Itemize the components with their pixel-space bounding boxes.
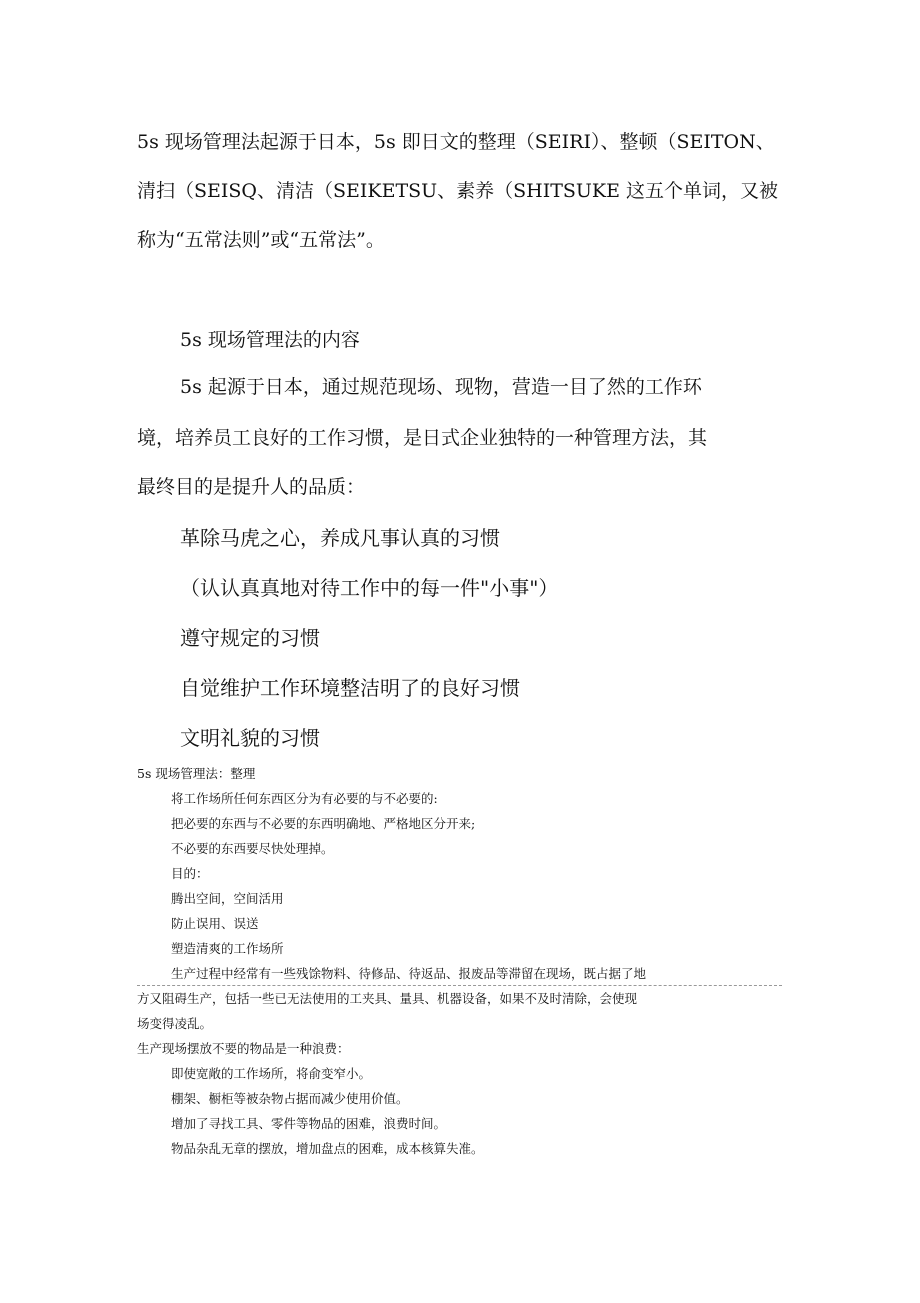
seiri-line: 不必要的东西要尽快处理掉。 bbox=[171, 841, 334, 856]
waste-item: 物品杂乱无章的摆放，增加盘点的困难，成本核算失准。 bbox=[171, 1141, 484, 1156]
content-para-line-1: 5s 起源于日本，通过规范现场、现物，营造一目了然的工作环 bbox=[180, 376, 702, 398]
seiri-continuation-line-1: 方又阻碍生产，包括一些已无法使用的工夹具、量具、机器设备，如果不及时清除，会使现 bbox=[137, 991, 638, 1006]
content-para-line-3: 最终目的是提升人的品质： bbox=[137, 476, 366, 498]
waste-item: 即使宽敞的工作场所，将俞变窄小。 bbox=[171, 1066, 372, 1081]
waste-heading: 生产现场摆放不要的物品是一种浪费： bbox=[137, 1041, 350, 1056]
seiri-line: 目的： bbox=[171, 866, 209, 881]
seiri-line: 把必要的东西与不必要的东西明确地、严格地区分开来; bbox=[171, 816, 476, 831]
content-heading: 5s 现场管理法的内容 bbox=[180, 329, 360, 351]
habit-item: 自觉维护工作环境整洁明了的良好习惯 bbox=[180, 676, 520, 700]
intro-line-1: 5s 现场管理法起源于日本，5s 即日文的整理（SEIRI）、整顿（SEITON、 bbox=[137, 131, 775, 153]
dashed-divider bbox=[137, 985, 782, 986]
habit-item: （认认真真地对待工作中的每一件"小事"） bbox=[180, 576, 559, 600]
habit-item: 遵守规定的习惯 bbox=[180, 626, 320, 650]
content-para-line-2: 境，培养员工良好的工作习惯，是日式企业独特的一种管理方法，其 bbox=[137, 427, 708, 449]
intro-line-3: 称为“五常法则”或“五常法”。 bbox=[137, 229, 385, 251]
seiri-line: 生产过程中经常有一些残馀物料、待修品、待返品、报废品等滞留在现场，既占据了地 bbox=[171, 966, 647, 981]
seiri-line: 塑造清爽的工作场所 bbox=[171, 941, 284, 956]
habit-item: 革除马虎之心，养成凡事认真的习惯 bbox=[180, 526, 500, 550]
seiri-line: 将工作场所任何东西区分为有必要的与不必要的: bbox=[171, 791, 438, 806]
waste-item: 增加了寻找工具、零件等物品的困难，浪费时间。 bbox=[171, 1116, 447, 1131]
habit-item: 文明礼貌的习惯 bbox=[180, 726, 320, 750]
seiri-line: 防止误用、误送 bbox=[171, 916, 259, 931]
seiri-heading: 5s 现场管理法：整理 bbox=[137, 766, 256, 781]
seiri-line: 腾出空间，空间活用 bbox=[171, 891, 284, 906]
waste-item: 棚架、橱柜等被杂物占据而减少使用价值。 bbox=[171, 1091, 409, 1106]
seiri-continuation-line-2: 场变得凌乱。 bbox=[137, 1016, 213, 1031]
intro-line-2: 清扫（SEISQ、清洁（SEIKETSU、素养（SHITSUKE 这五个单词，又被 bbox=[137, 180, 779, 202]
